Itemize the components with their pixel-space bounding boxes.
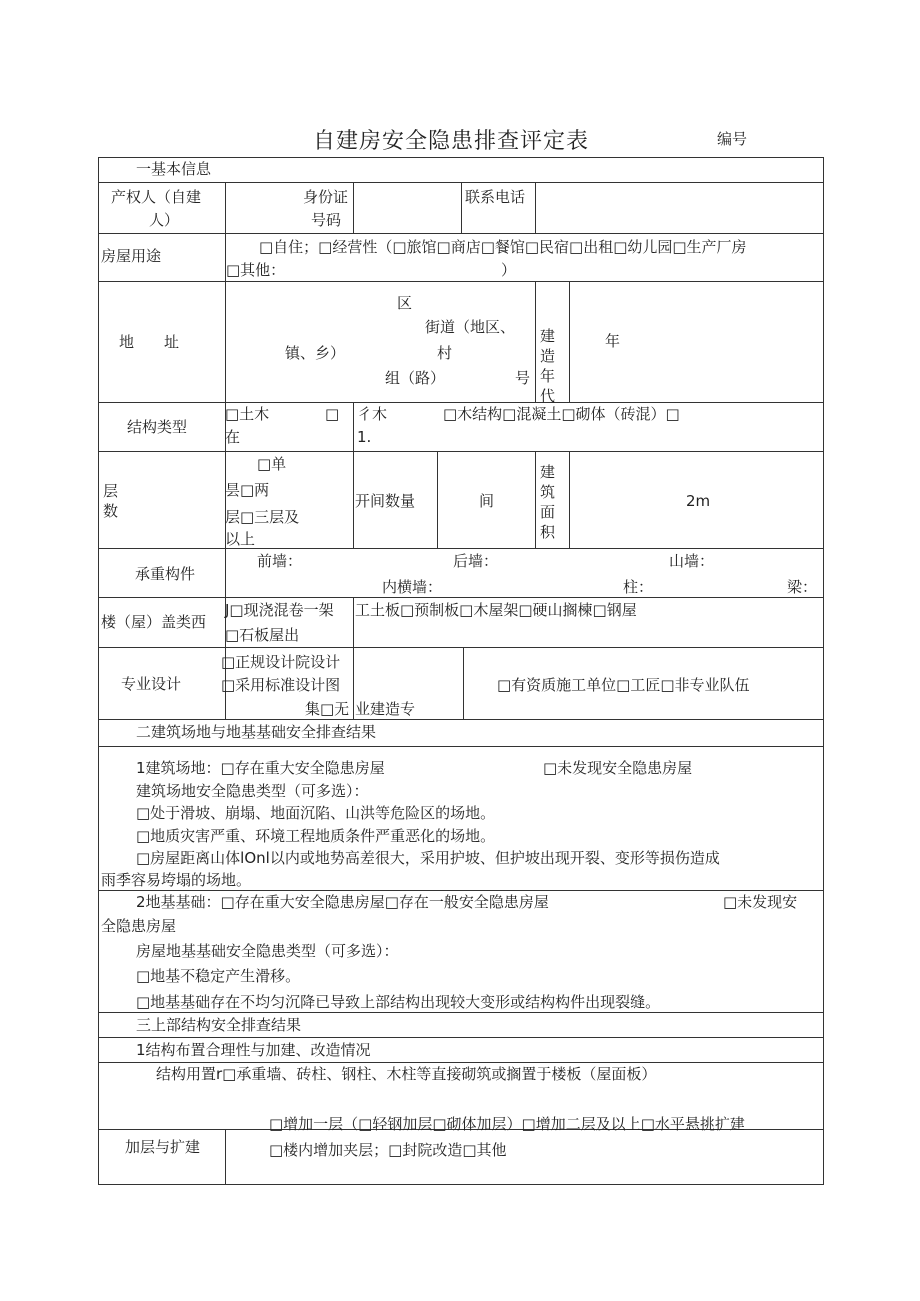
id-number-label: 身份证 xyxy=(303,188,349,206)
site-item-3-cont: 雨季容易垮塌的场地。 xyxy=(101,871,252,889)
section-site-foundation: 二建筑场地与地基基础安全排查结果 xyxy=(136,723,377,741)
foundation-no-hazard-cont: 全隐患房屋 xyxy=(101,917,177,935)
foundation-item-2: □地基基础存在不均匀沉降已导致上部结构出现较大变形或结构构件出现裂缝。 xyxy=(136,993,661,1011)
bearing-label: 承重构件 xyxy=(135,565,196,583)
usage-other: □其他： xyxy=(226,261,286,279)
phone-label: 联系电话 xyxy=(465,188,526,206)
roof-option-1: J□现浇混卷一架 xyxy=(225,601,334,619)
address-group: 组（路） xyxy=(385,369,446,387)
site-result: 1建筑场地：□存在重大安全隐患房屋 xyxy=(136,759,385,777)
site-no-hazard: □未发现安全隐患房屋 xyxy=(543,759,693,777)
structure-layout-title: 1结构布置合理性与加建、改造情况 xyxy=(136,1041,371,1059)
structure-label: 结构类型 xyxy=(127,418,188,436)
address-town: 镇、乡） xyxy=(285,344,346,362)
usage-label: 房屋用途 xyxy=(101,247,162,265)
design-label: 专业设计 xyxy=(121,675,182,693)
structure-option-earth-wood: □土木 xyxy=(225,405,270,423)
address-number: 号 xyxy=(515,369,531,387)
site-item-2: □地质灾害严重、环境工程地质条件严重恶化的场地。 xyxy=(136,827,496,845)
structure-layout-item: 结构用置r□承重墙、砖柱、钢柱、木柱等直接砌筑或搁置于楼板（屋面板） xyxy=(156,1065,657,1083)
owner-label: 产权人（自建 xyxy=(111,188,202,206)
roof-options: 工土板□预制板□木屋架□硬山搁楝□钢屋 xyxy=(355,601,637,619)
area-unit: 2m xyxy=(686,492,711,510)
serial-number-label: 编号 xyxy=(717,130,748,148)
extension-label: 加层与扩建 xyxy=(125,1138,201,1156)
floors-option-3: 层□三层及 xyxy=(225,508,300,526)
bearing-beam: 梁： xyxy=(787,578,818,596)
site-hazard-type: 建筑场地安全隐患类型（可多选）： xyxy=(136,782,369,800)
site-item-1: □处于滑坡、崩塌、地面沉陷、山洪等危险区的场地。 xyxy=(136,804,496,822)
floors-option-2: 昙□两 xyxy=(225,481,270,499)
floors-option-1: □单 xyxy=(257,455,287,473)
design-option-1: □正规设计院设计 xyxy=(221,653,341,671)
bearing-gable-wall: 山墙： xyxy=(669,552,715,570)
address-district: 区 xyxy=(397,294,413,312)
section-basic-info: 一基本信息 xyxy=(136,160,212,178)
address-village: 村 xyxy=(437,344,453,362)
structure-options: □木结构□混凝土□砌体（砖混）□ xyxy=(443,405,680,423)
site-item-3: □房屋距离山体lOnl以内或地势高差很大，采用护坡、但护坡出现开裂、变形等损伤造成 xyxy=(136,849,720,867)
foundation-hazard-type: 房屋地基基础安全隐患类型（可多选）： xyxy=(136,942,399,960)
builder-options: □有资质施工单位□工匠□非专业队伍 xyxy=(497,676,750,694)
bearing-front-wall: 前墙： xyxy=(257,552,303,570)
bearing-back-wall: 后墙： xyxy=(453,552,499,570)
owner-label-cont: 人） xyxy=(149,211,180,229)
bearing-inner-wall: 内横墙： xyxy=(382,578,443,596)
address-label: 地 址 xyxy=(119,333,180,351)
design-option-3: 集□无 xyxy=(305,700,350,718)
structure-option-num: 1. xyxy=(357,428,372,446)
roof-type-label: 楼（屋）盖类西 xyxy=(101,613,207,631)
build-year-label: 建造年代 xyxy=(540,327,556,405)
design-option-4: 业建造专 xyxy=(355,700,416,718)
foundation-no-hazard: □未发现安 xyxy=(723,893,798,911)
structure-option-wood: 彳木 xyxy=(357,405,388,423)
bays-unit: 间 xyxy=(479,492,495,510)
floors-label-cont: 数 xyxy=(103,502,119,520)
bearing-column: 柱： xyxy=(623,578,654,596)
page-title: 自建房安全隐患排查评定表 xyxy=(313,129,590,154)
inspection-form xyxy=(98,157,824,1185)
structure-option-text: 在 xyxy=(225,428,241,446)
foundation-item-1: □地基不稳定产生滑移。 xyxy=(136,967,301,985)
id-number-label-cont: 号码 xyxy=(311,211,342,229)
bays-label: 开间数量 xyxy=(355,492,416,510)
usage-options: □自住；□经营性（□旅馆□商店□餐馆□民宿□出租□幼儿园□生产厂房 xyxy=(259,238,747,256)
area-label: 建筑面积 xyxy=(540,463,556,541)
extension-options-2: □楼内增加夹层；□封院改造□其他 xyxy=(269,1141,507,1159)
floors-option-4: 以上 xyxy=(225,530,256,548)
extension-options-1: □增加一层（□轻钢加层□砌体加层）□增加二层及以上□水平悬挑扩建 xyxy=(269,1115,745,1133)
section-upper-structure: 三上部结构安全排查结果 xyxy=(136,1016,302,1034)
roof-option-2: □石板屋出 xyxy=(225,626,300,644)
usage-other-close: ） xyxy=(501,261,517,279)
foundation-result: 2地基基础：□存在重大安全隐患房屋□存在一般安全隐患房屋 xyxy=(136,893,549,911)
floors-label: 层 xyxy=(103,482,119,500)
address-street: 街道（地区、 xyxy=(425,318,516,336)
structure-option-box: □ xyxy=(325,405,340,423)
build-year-unit: 年 xyxy=(605,332,621,350)
design-option-2: □采用标准设计图 xyxy=(221,676,341,694)
